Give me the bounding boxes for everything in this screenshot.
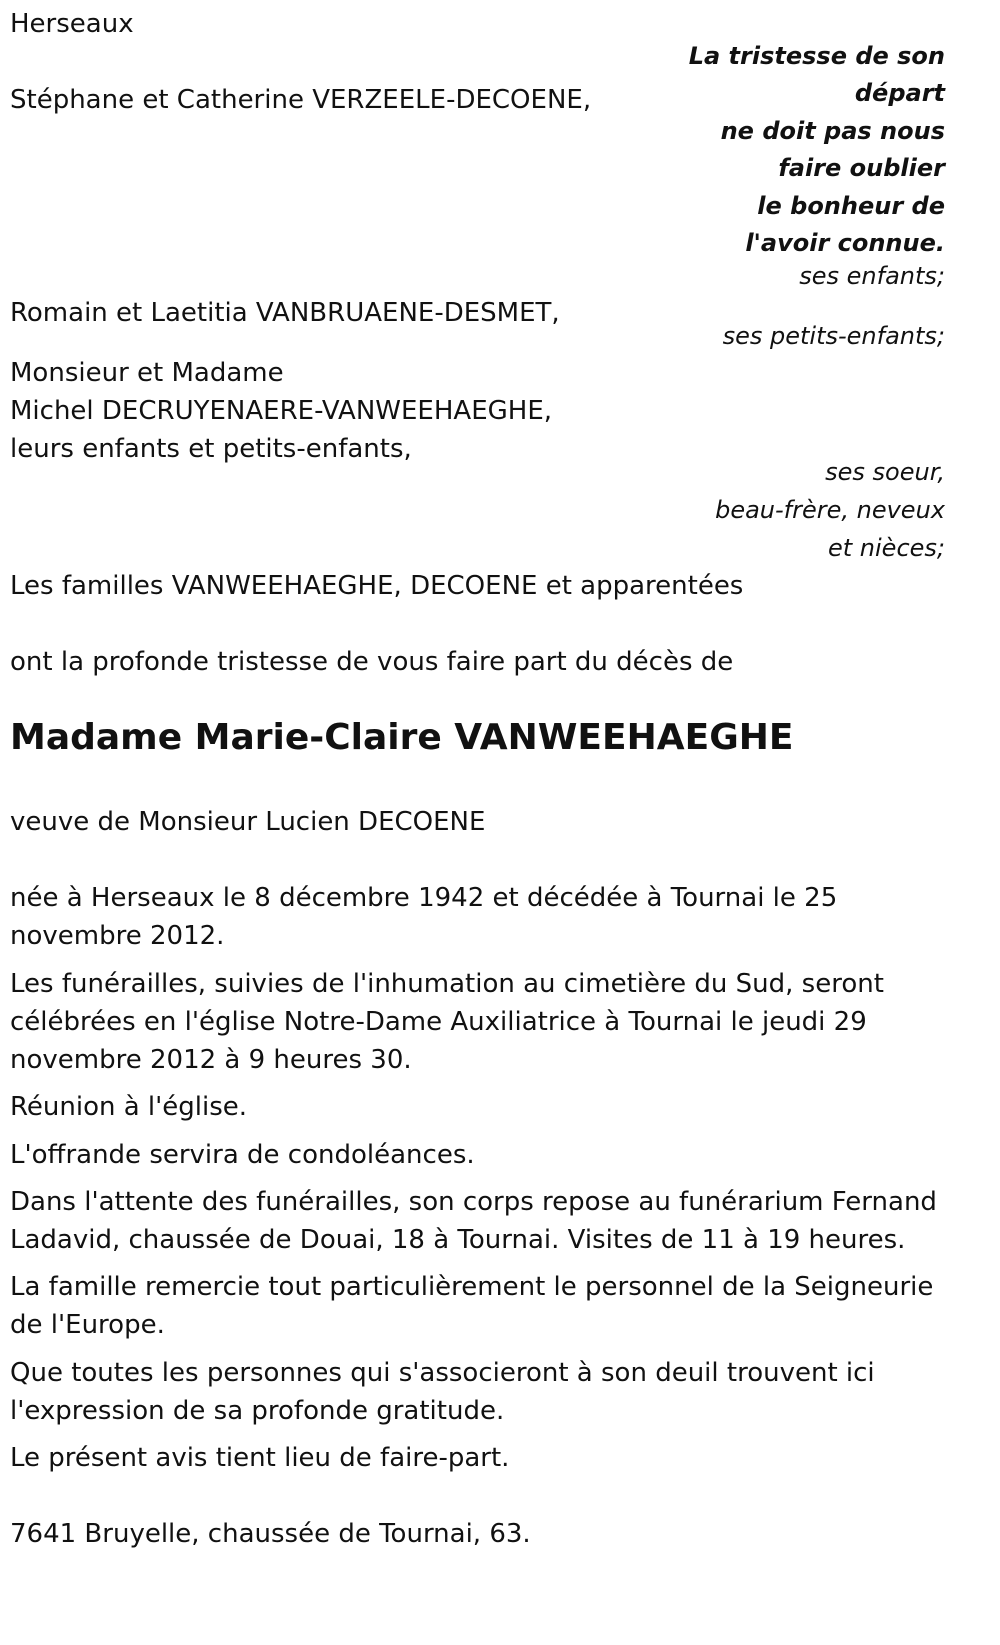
paragraph-line: Les funérailles, suivies de l'inhumation au cimetière du Sud, seront: [10, 969, 884, 999]
families-line: Les familles VANWEEHAEGHE, DECOENE et apparentées: [10, 571, 744, 601]
sibling-line: Monsieur et Madame: [10, 358, 284, 388]
quote-line: le bonheur de: [757, 191, 945, 220]
meeting-line: Réunion à l'église.: [10, 1092, 248, 1122]
paragraph-line: novembre 2012 à 9 heures 30.: [10, 1045, 412, 1075]
funerarium-paragraph: [10, 1183, 960, 1259]
family-children-1: Stéphane et Catherine VERZEELE-DECOENE,: [10, 85, 592, 115]
paragraph-line: célébrées en l'église Notre-Dame Auxiliatrice à Tournai le jeudi 29: [10, 1007, 867, 1037]
paragraph-line: née à Herseaux le 8 décembre 1942 et décédée à Tournai le 25: [10, 883, 838, 913]
relation-line: beau-frère, neveux: [715, 496, 945, 524]
quote-line: départ: [854, 79, 945, 108]
funeral-paragraph: [10, 965, 960, 1079]
thanks-paragraph: [10, 1268, 960, 1344]
paragraph-line: Ladavid, chaussée de Douai, 18 à Tournai. Visites de 11 à 19 heures.: [10, 1225, 906, 1255]
paragraph-line: La famille remercie tout particulièrement le personnel de la Seigneurie: [10, 1272, 934, 1302]
widow-of: veuve de Monsieur Lucien DECOENE: [10, 807, 486, 837]
gratitude-paragraph: [10, 1354, 960, 1430]
address-line: 7641 Bruyelle, chaussée de Tournai, 63.: [10, 1519, 531, 1549]
paragraph-line: de l'Europe.: [10, 1310, 165, 1340]
relation-children: ses enfants;: [799, 262, 945, 290]
quote-line: l'avoir connue.: [745, 229, 945, 258]
announcement-intro: ont la profonde tristesse de vous faire part du décès de: [10, 647, 734, 677]
sibling-line: Michel DECRUYENAERE-VANWEEHAEGHE,: [10, 396, 553, 426]
relation-siblings: [715, 453, 945, 567]
paragraph-line: Dans l'attente des funérailles, son corps repose au funérarium Fernand: [10, 1187, 937, 1217]
family-siblings: [10, 354, 552, 468]
quote-line: La tristesse de son: [688, 42, 945, 70]
quote-line: ne doit pas nous: [720, 116, 945, 145]
paragraph-line: l'expression de sa profonde gratitude.: [10, 1396, 505, 1426]
notice-line: Le présent avis tient lieu de faire-part.: [10, 1443, 510, 1473]
relation-grandchildren: ses petits-enfants;: [722, 322, 945, 350]
paragraph-line: novembre 2012.: [10, 921, 225, 951]
relation-line: et nièces;: [828, 534, 945, 562]
relation-line: ses soeur,: [825, 458, 945, 486]
quote-line: faire oublier: [778, 154, 945, 183]
deceased-name: Madame Marie-Claire VANWEEHAEGHE: [10, 717, 794, 758]
memorial-quote: [689, 38, 945, 262]
birth-death-paragraph: [10, 879, 960, 955]
offering-line: L'offrande servira de condoléances.: [10, 1140, 475, 1170]
locality-heading: Herseaux: [10, 9, 134, 39]
sibling-line: leurs enfants et petits-enfants,: [10, 434, 412, 464]
paragraph-line: Que toutes les personnes qui s'associeront à son deuil trouvent ici: [10, 1358, 875, 1388]
family-children-2: Romain et Laetitia VANBRUAENE-DESMET,: [10, 298, 560, 328]
